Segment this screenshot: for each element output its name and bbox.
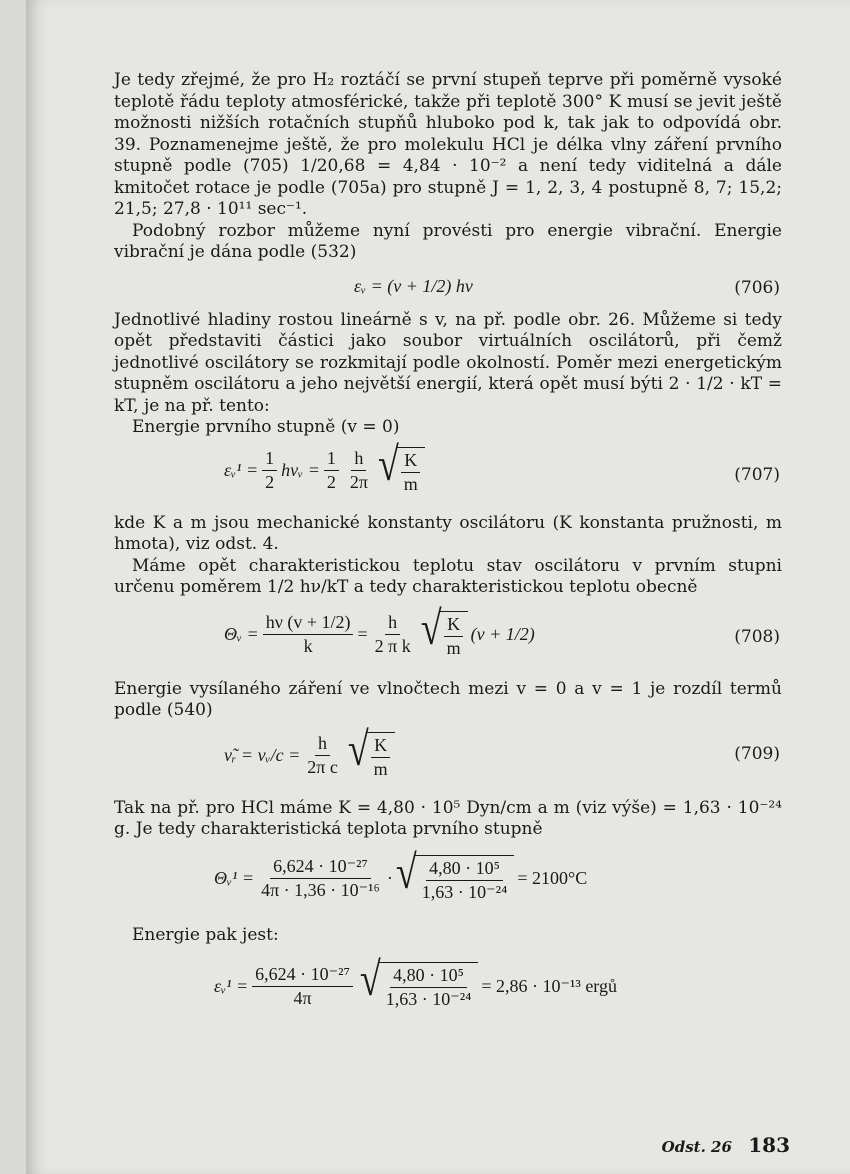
equation-706 [114, 264, 782, 310]
equation-energy [114, 946, 782, 1030]
paragraph: Energie prvního stupně (v = 0) [132, 417, 400, 437]
equation-709 [114, 722, 782, 798]
page-number: 183 [748, 1133, 790, 1157]
equation-number: (707) [734, 464, 780, 485]
page-footer [662, 1133, 790, 1157]
equation-708: Θᵥ = $\frac{h\nu (v + 1/2)}{k}$ = $\frac{h}{\text{2 π k}}$ √ $\frac{K}{m}$ (v + 1/2) (708) [224, 602, 780, 658]
fraction: $\frac{\text{6,624 · 10⁻²⁷}}{4\pi}$ [252, 964, 353, 1009]
equation-text: (v + 1/2) [470, 624, 535, 644]
paragraph: Jednotlivé hladiny rostou lineárně s v, na př. podle obr. 26. Můžeme si tedy opět představiti částici jako soubor virtuálních oscilátorů, při čemž jednotlivé oscilátory se rozkmitají podle okolností. Poměr mezi energetickým stupněm oscilátoru a jeho největší energií, která opět musí býti 2 · 1/2 · kT = kT, je na př. tento: [114, 309, 782, 416]
square-root: √ $\frac{K}{m}$ [378, 447, 425, 495]
equation-number: (709) [734, 743, 780, 764]
equation-text: εᵥ = (v + 1/2) hν [354, 275, 473, 296]
paragraph: Energie pak jest: [132, 924, 279, 945]
fraction: $\frac{1}{2}$ [262, 448, 277, 493]
fraction: $\frac{h}{2\pi}$ [349, 448, 368, 492]
paragraph: Tak na př. pro HCl máme K = 4,80 · 10⁵ Dyn/cm a m (viz výše) = 1,63 · 10⁻²⁴ g. Je tedy charakteristická teplota prvního stupně [114, 797, 782, 839]
paragraph: Energie vysílaného záření ve vlnočtech mezi v = 0 a v = 1 je rozdíl termů podle (540) [114, 678, 782, 720]
square-root: √ $\frac{\text{4,80 · 10⁵}}{\text{1,63 · 10⁻²⁴}}$ [360, 962, 479, 1010]
equation-text: ν̃ᵣ = νᵥ/c = [224, 745, 301, 765]
paragraph: kde K a m jsou mechanické konstanty oscilátoru (K konstanta pružnosti, m hmota), viz odst. 4. [114, 512, 782, 554]
equation-text: = 2100°C [517, 868, 588, 888]
section-reference: Odst. 26 [661, 1138, 732, 1156]
book-page [26, 0, 850, 1174]
square-root: √ $\frac{\text{4,80 · 10⁵}}{\text{1,63 · 10⁻²⁴}}$ [396, 855, 515, 903]
equation-text: εᵥ¹ = [214, 975, 249, 996]
square-root: √ $\frac{K}{m}$ [348, 732, 395, 780]
equation-number: (708) [734, 626, 780, 647]
equation-text: Θᵥ¹ = [214, 868, 255, 888]
fraction: $\frac{h\nu (v + 1/2)}{k}$ [263, 612, 354, 657]
page-content [114, 70, 782, 1030]
equation-number: (706) [734, 277, 780, 298]
square-root: √ $\frac{K}{m}$ [421, 611, 468, 659]
fraction: $\frac{h}{\text{2π c}}$ [307, 733, 338, 777]
equation-707 [114, 439, 782, 513]
paragraph: Je tedy zřejmé, že pro H₂ roztáčí se první stupeň teprve při poměrně vysoké teplotě řádu teploty atmosférické, takže při teplotě 300° K musí se jevit ještě možnosti nižších rotačních stupňů hluboko pod k, tak jak to odpovídá obr. 39. Poznamenejme ještě, že pro molekulu HCl je délka vlny záření prvního stupně podle (705) 1/20,68 = 4,84 · 10⁻² a není tedy viditelná a dále kmitočet rotace je podle (705a) pro stupně J = 1, 2, 3, 4 postupně 8, 7; 15,2; 21,5; 27,8 · 10¹¹ sec⁻¹. [114, 70, 782, 219]
equation-text: hνᵥ = [281, 460, 320, 480]
fraction: $\frac{\text{6,624 · 10⁻²⁷}}{\text{4π · 1,36 · 10⁻¹⁶}}$ [261, 856, 380, 900]
fraction: $\frac{1}{2}$ [324, 448, 339, 493]
paragraph: Máme opět charakteristickou teplotu stav oscilátoru v prvním stupni určenu poměrem 1/2 hν/kT a tedy charakteristickou teplotu obecně [114, 555, 782, 597]
paragraph: Podobný rozbor můžeme nyní provésti pro energie vibrační. Energie vibrační je dána podle (532) [114, 220, 782, 262]
equation-text: εᵥ¹ = [224, 460, 259, 480]
equation-theta: Θᵥ¹ = $\frac{\text{6,624 · 10⁻²⁷}}{\text{4π · 1,36 · 10⁻¹⁶}}$ · √ $\frac{\text{4,80 · 10⁵}}{\text{1,63 · 10⁻²⁴}}$ = 2100°C [214, 846, 588, 902]
fraction: $\frac{h}{\text{2 π k}}$ [374, 612, 411, 656]
equation-text: = 2,86 · 10⁻¹³ ergů [481, 975, 617, 996]
equation-text: Θᵥ = [224, 624, 259, 644]
